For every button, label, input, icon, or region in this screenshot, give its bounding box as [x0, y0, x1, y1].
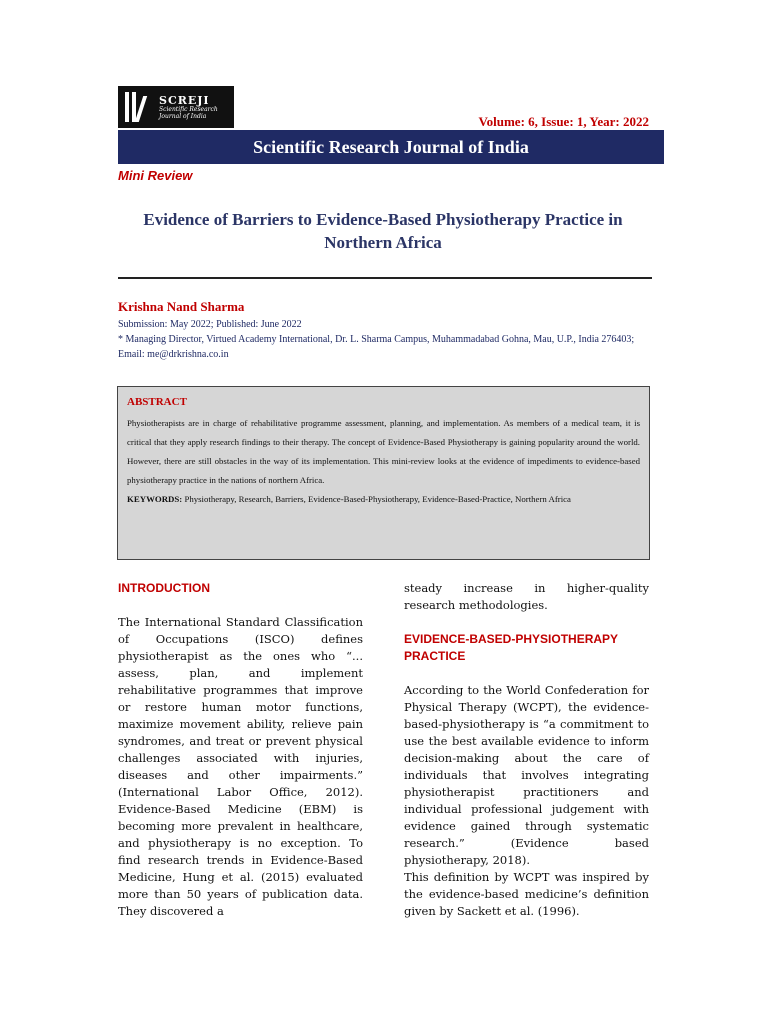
journal-name: Scientific Research Journal of India: [253, 136, 529, 157]
journal-banner: [118, 130, 664, 164]
publication-dates: Submission: May 2022; Published: June 2022: [118, 319, 302, 330]
logo-name: SCREJI: [159, 93, 210, 107]
right-column: [404, 580, 649, 920]
author-affiliation: * Managing Director, Virtued Academy International, Dr. L. Sharma Campus, Muhammadabad Gohna, Mau, U.P., India 276403; Email: me@drkrishna.co.in: [118, 334, 635, 360]
title-divider: [118, 277, 652, 279]
keywords-label: KEYWORDS:: [127, 494, 183, 504]
journal-logo: [118, 86, 234, 128]
logo-text: [159, 95, 218, 120]
article-type: Mini Review: [118, 168, 193, 183]
logo-mark-icon: [123, 90, 153, 124]
introduction-text: The International Standard Classification of Occupations (ISCO) defines physiotherapist as the ones who “... assess, plan, and implement rehabilitative programmes that improve or restore human motor functions, maximize movement ability, relieve pain syndromes, and treat or prevent physical challenges associated with injuries, diseases and other impairments.” (International Labor Office, 2012). Evidence-Based Medicine (EBM) is becoming more prevalent in healthcare, and physiotherapy is no exception. To find research trends in Evidence-Based Medicine, Hung et al. (2015) evaluated more than 50 years of publication data. They discovered a: [118, 615, 363, 918]
abstract-box: [117, 386, 650, 560]
abstract-body: Physiotherapists are in charge of rehabilitative programme assessment, planning, and implementation. As members of a medical team, it is critical that they apply research findings to their therapy. The concept of Evidence-Based Physiotherapy is gaining popularity around the world. However, there are still obstacles in the way of its implementation. This mini-review looks at the evidence of impediments to evidence-based physiotherapy practice in the nations of northern Africa.: [127, 418, 640, 485]
keywords-list: Physiotherapy, Research, Barriers, Evidence-Based-Physiotherapy, Evidence-Based-Practice, Northern Africa: [184, 494, 571, 504]
ebp-heading: EVIDENCE-BASED-PHYSIOTHERAPY PRACTICE: [404, 632, 618, 663]
article-title: Evidence of Barriers to Evidence-Based Physiotherapy Practice in Northern Africa: [143, 210, 623, 252]
keywords: [127, 490, 640, 509]
logo-subtitle-1: Scientific Research: [159, 105, 218, 113]
left-column: [118, 580, 363, 920]
abstract-heading: ABSTRACT: [127, 396, 187, 408]
volume-info: Volume: 6, Issue: 1, Year: 2022: [478, 114, 649, 129]
introduction-continuation: steady increase in higher-quality research methodologies.: [404, 581, 649, 612]
ebp-text-2: This definition by WCPT was inspired by the evidence-based medicine’s definition given by Sackett et al. (1996).: [404, 870, 649, 918]
logo-subtitle-2: Journal of India: [159, 112, 207, 120]
article-meta: [118, 317, 658, 362]
introduction-heading: INTRODUCTION: [118, 581, 210, 595]
author-name: Krishna Nand Sharma: [118, 299, 245, 314]
ebp-text-1: According to the World Confederation for Physical Therapy (WCPT), the evidence-based-physiotherapy is “a commitment to use the best available evidence to inform decision-making about the care of individuals that involves integrating physiotherapist practitioners and individual professional judgement with evidence gained through systematic research.” (Evidence based physiotherapy, 2018).: [404, 683, 649, 867]
